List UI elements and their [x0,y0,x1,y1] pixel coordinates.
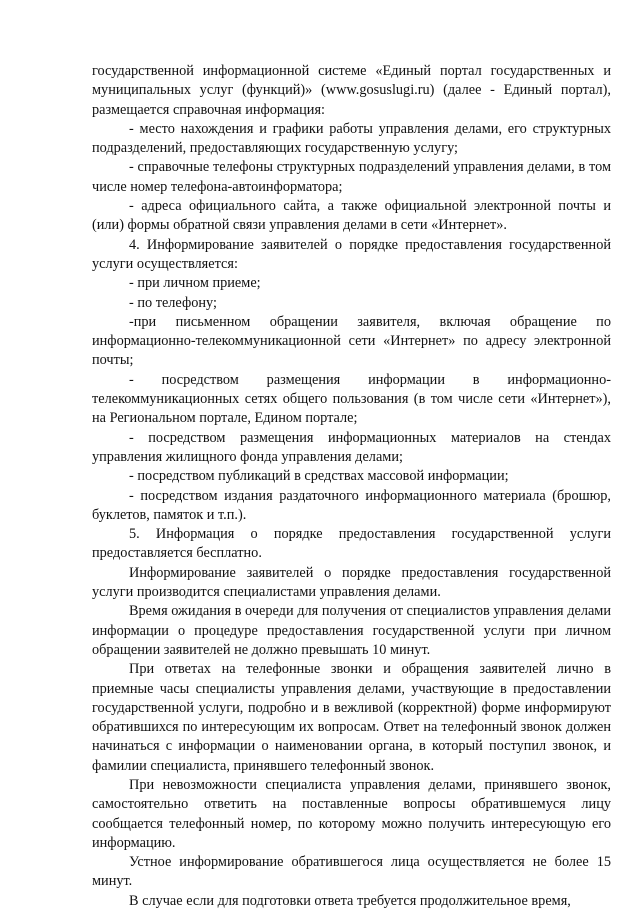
paragraph: В случае если для подготовки ответа требуется продолжительное время, [129,892,571,909]
paragraph: Время ожидания в очереди для получения от специалистов управления делами информации о процедуре предоставления государственной услуги при личном обращении заявителей не должно превышать 10 минут. [92,603,611,658]
paragraph: - при личном приеме; [129,275,261,292]
paragraph: Информирование заявителей о порядке предоставления государственной услуги производится специалистами управления делами. [92,564,611,601]
document-page [92,62,611,911]
paragraph: - посредством размещения информационных материалов на стендах управления жилищного фонда управления делами; [92,429,611,465]
paragraph: - посредством размещения информации в информационно-телекоммуникационных сетях общего пользования (в том числе сети «Интернет»), на Региональном портале, Едином портале; [92,371,611,427]
paragraph: - по телефону; [129,294,217,311]
paragraph: государственной информационной системе «Единый портал государственных и муниципальных услуг (функций)» (www.gosuslugi.ru) (далее - Единый портал), размещается справочная информация: [92,63,611,118]
paragraph: - посредством публикаций в средствах массовой информации; [129,468,509,485]
paragraph: - место нахождения и графики работы управления делами, его структурных подразделений, предоставляющих государственную услугу; [92,120,611,157]
paragraph: - адреса официального сайта, а также официальной электронной почты и (или) формы обратной связи управления делами в сети «Интернет». [92,198,611,234]
paragraph: 5. Информация о порядке предоставления государственной услуги предоставляется бесплатно. [92,526,611,562]
paragraph: 4. Информирование заявителей о порядке предоставления государственной услуги осуществляется: [92,236,611,272]
paragraph: - посредством издания раздаточного информационного материала (брошюр, буклетов, памяток и т.п.). [92,487,611,523]
paragraph: При ответах на телефонные звонки и обращения заявителей лично в приемные часы специалисты управления делами, участвующие в предоставлении государственной услуги, подробно и в вежливой (корректной) форме информируют обратившихся по интересующим их вопросам. Ответ на телефонный звонок должен начинаться с информации о наименовании органа, в который поступил звонок, и фамилии специалиста, принявшего телефонный звонок. [92,661,611,774]
paragraph: Устное информирование обратившегося лица осуществляется не более 15 минут. [92,854,611,890]
paragraph: При невозможности специалиста управления делами, принявшего звонок, самостоятельно ответить на поставленные вопросы обратившемуся лицу сообщается телефонный номер, по которому можно получить интересующую его информацию. [92,776,611,851]
paragraph: -при письменном обращении заявителя, включая обращение по информационно-телекоммуникационной сети «Интернет» по адресу электронной почты; [92,313,611,369]
paragraph: - справочные телефоны структурных подразделений управления делами, в том числе номер телефона-автоинформатора; [92,159,611,195]
